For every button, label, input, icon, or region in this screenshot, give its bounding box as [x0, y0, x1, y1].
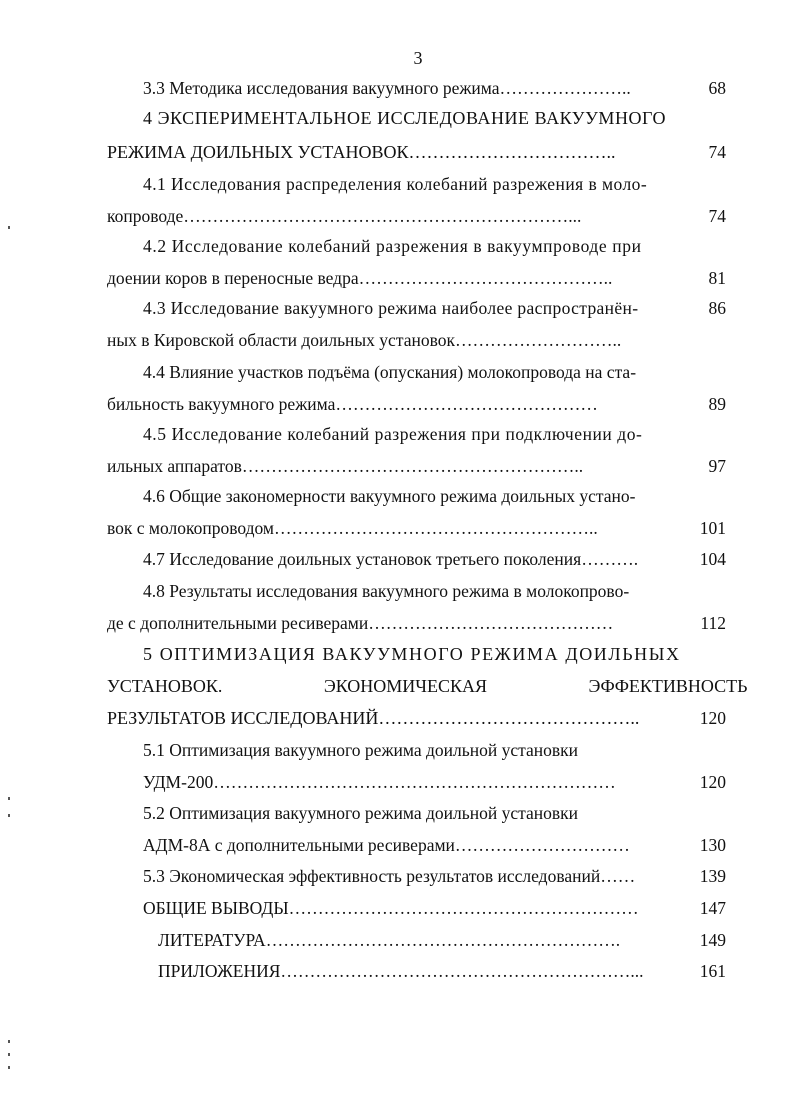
toc-entry-4-3[interactable]: 4.3 Исследование вакуумного режима наиболее распространён-	[143, 298, 639, 318]
scan-speck	[8, 1066, 10, 1069]
toc-page-3-3: 68	[708, 78, 726, 98]
toc-entry-5-3[interactable]: 5.3 Экономическая эффективность результатов исследований……	[143, 866, 636, 886]
toc-page-4-4: 89	[708, 394, 726, 414]
toc-entry-4-8-cont[interactable]: де с дополнительными ресиверами……………………………………	[107, 613, 614, 633]
scan-speck	[8, 814, 10, 817]
toc-entry-conclusions[interactable]: ОБЩИЕ ВЫВОДЫ……………………………………………………	[143, 898, 639, 918]
toc-chapter-5-title-cont[interactable]	[107, 676, 748, 696]
scan-speck	[8, 797, 10, 800]
toc-page-4-1: 74	[708, 206, 726, 226]
toc-page-4-6: 101	[699, 518, 726, 538]
toc-chapter-5-title-cont2[interactable]: РЕЗУЛЬТАТОВ ИССЛЕДОВАНИЙ……………………………………..	[107, 708, 640, 728]
toc-page-4-7: 104	[699, 549, 726, 569]
toc-entry-4-6[interactable]: 4.6 Общие закономерности вакуумного режима доильных устано-	[143, 486, 636, 506]
toc-entry-5-2[interactable]: 5.2 Оптимизация вакуумного режима доильной установки	[143, 803, 578, 823]
page-number: 3	[413, 48, 423, 68]
toc-entry-3-3[interactable]: 3.3 Методика исследования вакуумного режима…………………..	[143, 78, 631, 98]
scan-speck	[8, 1053, 10, 1056]
toc-page-appendices: 161	[699, 961, 726, 981]
toc-page-5-2: 130	[699, 835, 726, 855]
toc-chapter-4-title[interactable]: 4 ЭКСПЕРИМЕНТАЛЬНОЕ ИССЛЕДОВАНИЕ ВАКУУМНОГО	[143, 108, 667, 128]
toc-page-literature: 149	[699, 930, 726, 950]
toc-entry-4-7[interactable]: 4.7 Исследование доильных установок третьего поколения……….	[143, 549, 639, 569]
toc-entry-appendices[interactable]: ПРИЛОЖЕНИЯ……………………………………………………...	[158, 961, 644, 981]
toc-entry-4-6-cont[interactable]: вок с молокопроводом………………………………………………..	[107, 518, 598, 538]
toc-entry-literature[interactable]: ЛИТЕРАТУРА…………………………………………………….	[158, 930, 621, 950]
toc-page-conclusions: 147	[699, 898, 726, 918]
toc-page-4-3: 86	[708, 298, 726, 318]
toc-entry-4-5[interactable]: 4.5 Исследование колебаний разрежения при подключении до-	[143, 424, 643, 444]
toc-entry-4-1-cont[interactable]: копроводе…………………………………………………………...	[107, 206, 582, 226]
toc-entry-4-5-cont[interactable]: ильных аппаратов…………………………………………………..	[107, 456, 584, 476]
toc-entry-4-4[interactable]: 4.4 Влияние участков подъёма (опускания) молокопровода на ста-	[143, 362, 637, 382]
toc-chapter-5-title[interactable]: 5 ОПТИМИЗАЦИЯ ВАКУУМНОГО РЕЖИМА ДОИЛЬНЫХ	[143, 644, 681, 664]
toc-chapter-5-line2: УСТАНОВОК. ЭКОНОМИЧЕСКАЯ ЭФФЕКТИВНОСТЬ	[107, 676, 748, 696]
scan-speck	[8, 226, 10, 229]
toc-entry-4-8[interactable]: 4.8 Результаты исследования вакуумного режима в молокопрово-	[143, 581, 630, 601]
toc-entry-4-2-cont[interactable]: доении коров в переносные ведра……………………………………..	[107, 268, 613, 288]
toc-entry-4-4-cont[interactable]: бильность вакуумного режима………………………………………	[107, 394, 598, 414]
toc-entry-4-1[interactable]: 4.1 Исследования распределения колебаний разрежения в моло-	[143, 174, 648, 194]
toc-entry-5-1-cont[interactable]: УДМ-200……………………………………………………………	[143, 772, 616, 792]
toc-entry-4-3-cont[interactable]: ных в Кировской области доильных установок………………………..	[107, 330, 622, 350]
toc-page-5-1: 120	[699, 772, 726, 792]
toc-chapter-4-title-cont[interactable]: РЕЖИМА ДОИЛЬНЫХ УСТАНОВОК……………………………..	[107, 142, 616, 162]
toc-page-4: 74	[708, 142, 726, 162]
toc-entry-5-2-cont[interactable]: АДМ-8А с дополнительными ресиверами…………………………	[143, 835, 630, 855]
toc-page-4-2: 81	[708, 268, 726, 288]
toc-page-4-8: 112	[700, 613, 726, 633]
scan-speck	[8, 1040, 10, 1043]
toc-entry-5-1[interactable]: 5.1 Оптимизация вакуумного режима доильной установки	[143, 740, 578, 760]
toc-page-4-5: 97	[708, 456, 726, 476]
toc-page-5: 120	[699, 708, 726, 728]
toc-entry-4-2[interactable]: 4.2 Исследование колебаний разрежения в вакуумпроводе при	[143, 236, 642, 256]
toc-page-5-3: 139	[699, 866, 726, 886]
